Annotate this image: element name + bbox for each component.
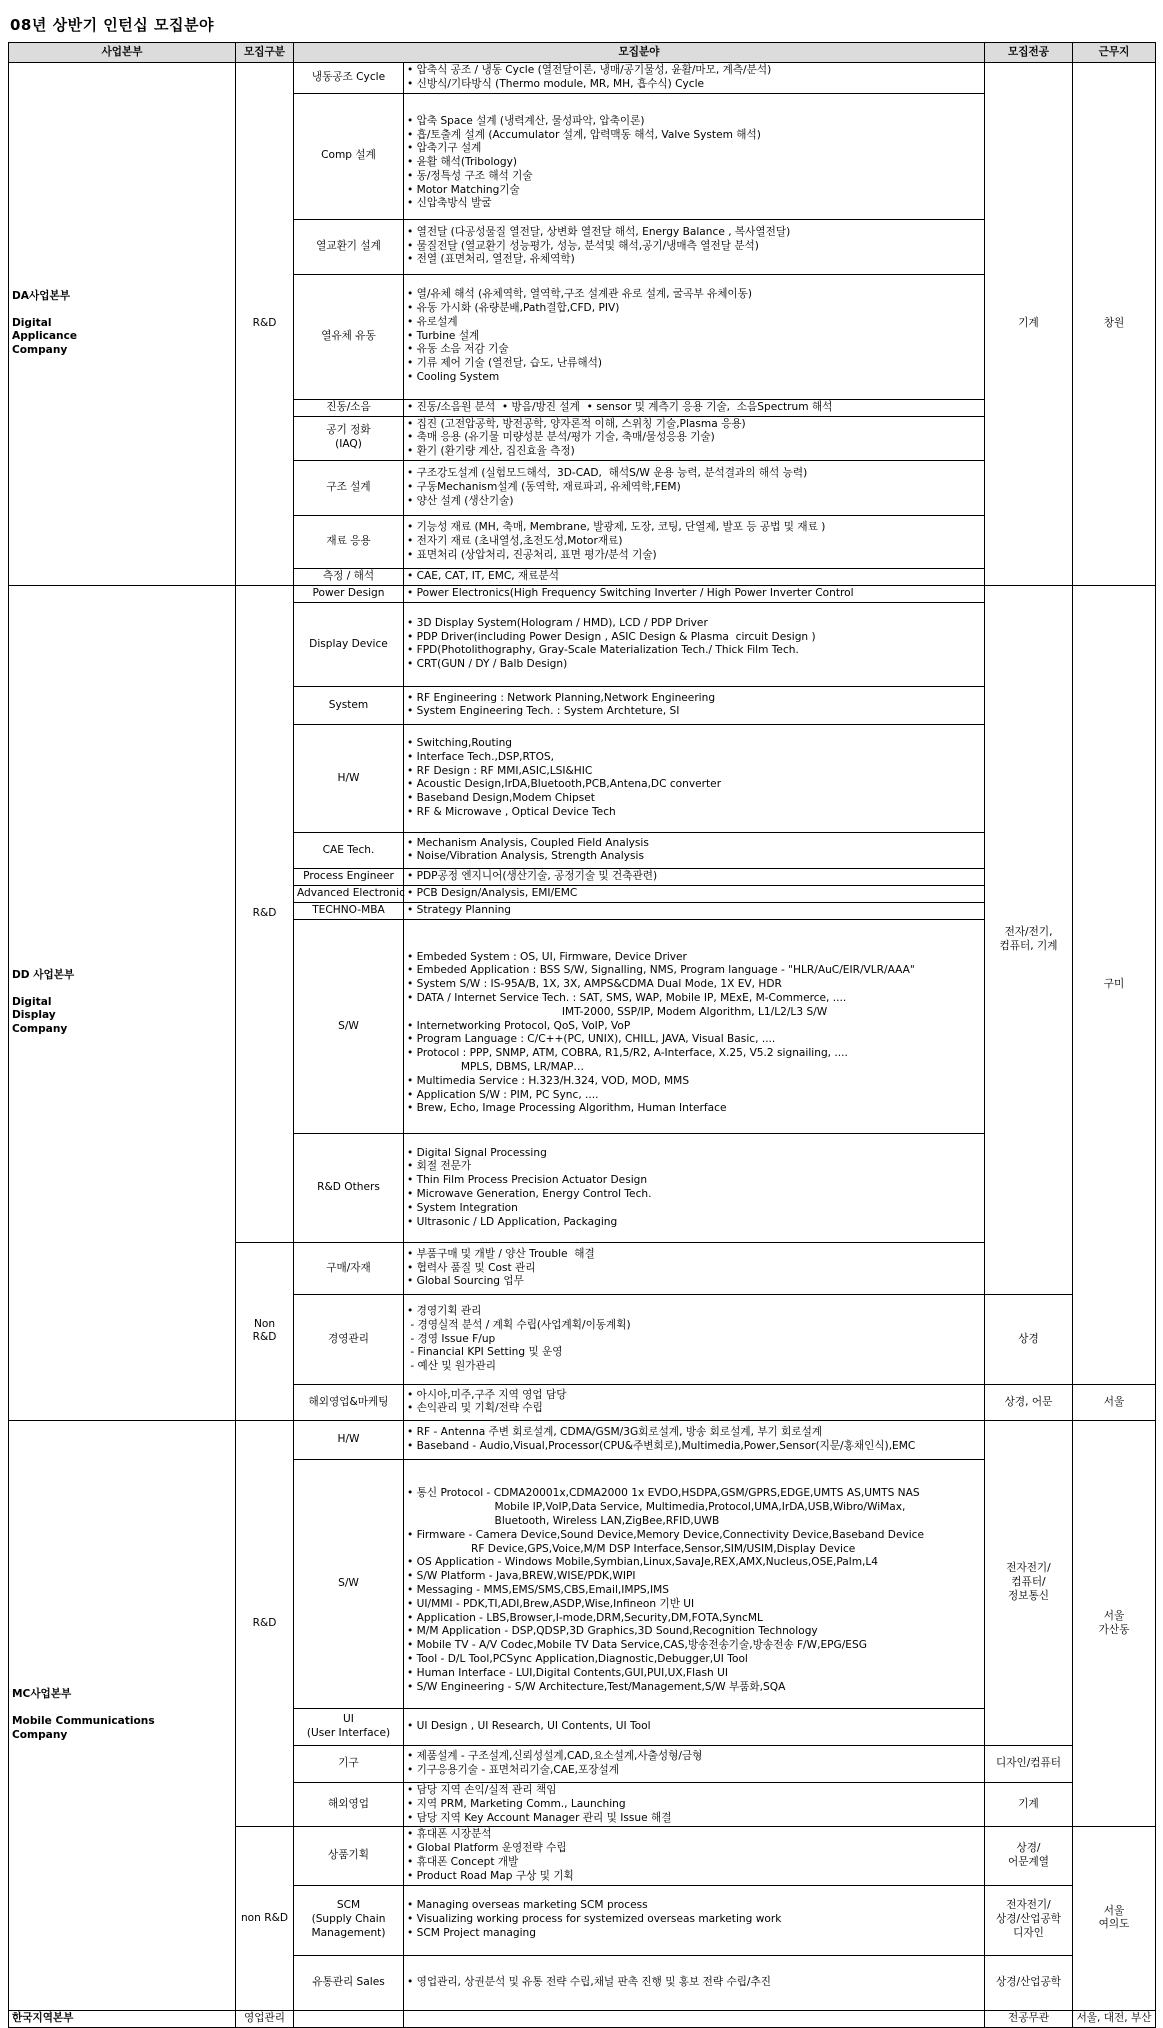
field-cell: Power Design — [294, 585, 404, 602]
description-cell: • 경영기획 관리 - 경영실적 분석 / 계획 수립(사업계획/이동계획) - 경영 Issue F/up - Financial KPI Setting 및 운영 - 예산 및 원가관리 — [404, 1294, 985, 1384]
description-cell: • 제품설계 - 구조설계,신뢰성설계,CAD,요소설계,사출성형/금형 • 기구응용기술 - 표면처리기술,CAE,포장설계 — [404, 1745, 985, 1782]
field-cell: 열교환기 설계 — [294, 219, 404, 274]
header-major: 모집전공 — [985, 43, 1073, 63]
description-cell: • 열/유체 해석 (유체역학, 열역학,구조 설계관 유로 설계, 굴곡부 유체이동) • 유동 가시화 (유량분배,Path결합,CFD, PIV) • 유로설계 • Turbine 설계 • 유동 소음 저감 기술 • 기류 제어 기술 (열전달, 습도, 난류해석) • Cooling System — [404, 274, 985, 399]
field-cell: Comp 설계 — [294, 93, 404, 219]
category-cell: R&D — [236, 1420, 294, 1826]
field-cell: 구매/자재 — [294, 1242, 404, 1294]
field-cell: 유통관리 Sales — [294, 1955, 404, 2010]
business-unit-english: Digital Display Company — [12, 995, 68, 1036]
table-row — [9, 585, 1156, 602]
description-cell: • 압축식 공조 / 냉동 Cycle (열전달이론, 냉매/공기물성, 윤활/마모, 계측/분석) • 신방식/기타방식 (Thermo module, MR, MH, 흡수식) Cycle — [404, 63, 985, 94]
table-row — [9, 63, 1156, 94]
business-unit-name: 한국지역본부 — [12, 2011, 74, 2024]
field-cell: 경영관리 — [294, 1294, 404, 1384]
description-cell: • 아시아,미주,구주 지역 영업 담당 • 손익관리 및 기획/전략 수립 — [404, 1384, 985, 1420]
description-cell: • 담당 지역 손익/실적 관리 책임 • 지역 PRM, Marketing Comm., Launching • 담당 지역 Key Account Manager 관리 및 Issue 해결 — [404, 1782, 985, 1826]
major-cell: 전공무관 — [985, 2010, 1073, 2027]
major-cell: 상경/산업공학 — [985, 1955, 1073, 2010]
description-cell: • Embeded System : OS, UI, Firmware, Device Driver • Embeded Application : BSS S/W, Signalling, NMS, Program language - "HLR/AuC/EIR/VLR/AAA" • System S/W : IS-95A/B, 1X, 3X, AMPS&CDMA Dual Mode, 1X EV, HDR • DATA / Internet Service Tech. : SAT, SMS, WAP, Mobile IP, MExE, M-Commerce, .... IMT-2000, SSP/IP, Modem Algorithm, L1/L2/L3 S/W • Internetworking Protocol, QoS, VoIP, VoP • Program Language : C/C++(PC, UNIX), CHILL, JAVA, Visual Basic, .... • Protocol : PPP, SNMP, ATM, COBRA, R1,5/R2, A-Interface, X.25, V5.2 signailing, .... MPLS, DBMS, LR/MAP… • Multimedia Service : H.323/H.324, VOD, MOD, MMS • Application S/W : PIM, PC Sync, .... • Brew, Echo, Image Processing Algorithm, Human Interface — [404, 919, 985, 1133]
major-cell: 상경, 어문 — [985, 1384, 1073, 1420]
description-cell: • PDP공정 엔지니어(생산기술, 공정기술 및 건축관련) — [404, 868, 985, 885]
field-cell: 냉동공조 Cycle — [294, 63, 404, 94]
field-cell: TECHNO-MBA — [294, 902, 404, 919]
business-unit-korea — [9, 2010, 236, 2027]
description-cell: • CAE, CAT, IT, EMC, 재료분석 — [404, 568, 985, 585]
description-cell — [404, 2010, 985, 2027]
major-cell: 전자전기/ 컴퓨터/ 정보통신 — [985, 1420, 1073, 1745]
major-cell: 전자/전기, 컴퓨터, 기계 — [985, 585, 1073, 1294]
field-cell: R&D Others — [294, 1133, 404, 1242]
table-row — [9, 2010, 1156, 2027]
description-cell: • 영업관리, 상권분석 및 유통 전략 수립,채널 판촉 진행 및 홍보 전략 수립/추진 — [404, 1955, 985, 2010]
field-cell: 진동/소음 — [294, 399, 404, 416]
category-cell: R&D — [236, 585, 294, 1242]
field-cell: 공기 정화 (IAQ) — [294, 416, 404, 460]
business-unit-mc — [9, 1420, 236, 2010]
field-cell: Process Engineer — [294, 868, 404, 885]
field-cell: Display Device — [294, 602, 404, 686]
field-cell: 재료 응용 — [294, 515, 404, 568]
business-unit-dd — [9, 585, 236, 1420]
business-unit-name: DD 사업본부 — [12, 968, 75, 981]
description-cell: • 진동/소음원 분석 • 방음/방진 설계 • sensor 및 계측기 응용 기술, 소음Spectrum 해석 — [404, 399, 985, 416]
description-cell: • PCB Design/Analysis, EMI/EMC — [404, 885, 985, 902]
description-cell: • 구조강도설계 (실험모드해석, 3D-CAD, 해석S/W 운용 능력, 분석결과의 해석 능력) • 구동Mechanism설계 (동역학, 재료파괴, 유체역학,FEM) • 양산 설계 (생산기술) — [404, 460, 985, 515]
field-cell: CAE Tech. — [294, 832, 404, 868]
field-cell: 구조 설계 — [294, 460, 404, 515]
field-cell: System — [294, 686, 404, 724]
field-cell: S/W — [294, 1459, 404, 1708]
field-cell: H/W — [294, 1420, 404, 1459]
major-cell: 전자전기/ 상경/산업공학 디자인 — [985, 1885, 1073, 1955]
description-cell: • 휴대폰 시장분석 • Global Platform 운영전략 수립 • 휴대폰 Concept 개발 • Product Road Map 구상 및 기획 — [404, 1827, 985, 1885]
location-cell: 서울 가산동 — [1073, 1420, 1156, 1826]
header-field: 모집분야 — [294, 43, 985, 63]
description-cell: • 기능성 재료 (MH, 축매, Membrane, 발광제, 도장, 코팅, 단열제, 발포 등 공법 및 재료 ) • 전자기 재료 (초내열성,초전도성,Motor재료) • 표면처리 (상압처리, 진공처리, 표면 평가/분석 기술) — [404, 515, 985, 568]
field-cell: Advanced Electronic — [294, 885, 404, 902]
field-cell: 해외영업&마케팅 — [294, 1384, 404, 1420]
category-cell: Non R&D — [236, 1242, 294, 1420]
description-cell: • 열전달 (다공성물질 열전달, 상변화 열전달 해석, Energy Balance , 복사열전달) • 물질전달 (열교환기 성능평가, 성능, 분석및 해석,공기/냉매측 열전달 분석) • 전열 (표면처리, 열전달, 유체역학) — [404, 219, 985, 274]
major-cell: 기계 — [985, 1782, 1073, 1826]
business-unit-english: Mobile Communications Company — [12, 1714, 155, 1741]
field-cell: 기구 — [294, 1745, 404, 1782]
business-unit-da — [9, 63, 236, 586]
location-cell: 서울 — [1073, 1384, 1156, 1420]
description-cell: • 3D Display System(Hologram / HMD), LCD / PDP Driver • PDP Driver(including Power Design , ASIC Design & Plasma circuit Design ) • FPD(Photolithography, Gray-Scale Materialization Tech./ Thick Film Tech. • CRT(GUN / DY / Balb Design) — [404, 602, 985, 686]
description-cell: • 통신 Protocol - CDMA20001x,CDMA2000 1x EVDO,HSDPA,GSM/GPRS,EDGE,UMTS AS,UMTS NAS Mobile IP,VoIP,Data Service, Multimedia,Protocol,UMA,IrDA,USB,Wibro/WiMax, Bluetooth, Wireless LAN,ZigBee,RFID,UWB • Firmware - Camera Device,Sound Device,Memory Device,Connectivity Device,Baseband Device RF Device,GPS,Voice,M/M DSP Interface,Sensor,SIM/USIM,Display Device • OS Application - Windows Mobile,Symbian,Linux,SavaJe,REX,AMX,Nucleus,OSE,Palm,L4 • S/W Platform - Java,BREW,WISE/PDK,WIPI • Messaging - MMS,EMS/SMS,CBS,Email,IMPS,IMS • UI/MMI - PDK,TI,ADI,Brew,ASDP,Wise,Infineon 기반 UI • Application - LBS,Browser,I-mode,DRM,Security,DM,FOTA,SyncML • M/M Application - DSP,QDSP,3D Graphics,3D Sound,Recognition Technology • Mobile TV - A/V Codec,Mobile TV Data Service,CAS,방송전송기술,방송전송 F/W,EPG/ESG • Tool - D/L Tool,PCSync Application,Diagnostic,Debugger,UI Tool • Human Interface - LUI,Digital Contents,GUI,PUI,UX,Flash UI • S/W Engineering - S/W Architecture,Test/Management,S/W 부품화,SQA — [404, 1459, 985, 1708]
recruitment-table — [8, 42, 1156, 2028]
business-unit-name: DA사업본부 — [12, 289, 70, 302]
location-cell: 창원 — [1073, 63, 1156, 586]
field-cell: SCM (Supply Chain Management) — [294, 1885, 404, 1955]
description-cell: • Managing overseas marketing SCM process • Visualizing working process for systemized overseas marketing work • SCM Project managing — [404, 1885, 985, 1955]
description-cell: • Power Electronics(High Frequency Switching Inverter / High Power Inverter Control — [404, 585, 985, 602]
description-cell: • 압축 Space 설계 (냉력계산, 물성파악, 압축이론) • 흡/토출계 설계 (Accumulator 설계, 압력맥동 해석, Valve System 해석) • 압축기구 설계 • 윤활 해석(Tribology) • 동/정특성 구조 해석 기술 • Motor Matching기술 • 신압축방식 발굴 — [404, 93, 985, 219]
field-cell: S/W — [294, 919, 404, 1133]
description-cell: • Digital Signal Processing • 회절 전문가 • Thin Film Process Precision Actuator Design • Microwave Generation, Energy Control Tech. • System Integration • Ultrasonic / LD Application, Packaging — [404, 1133, 985, 1242]
major-cell: 기계 — [985, 63, 1073, 586]
description-cell: • Strategy Planning — [404, 902, 985, 919]
category-cell: R&D — [236, 63, 294, 586]
location-cell: 구미 — [1073, 585, 1156, 1384]
table-row — [9, 1420, 1156, 1459]
major-cell: 상경/ 어문계열 — [985, 1827, 1073, 1885]
description-cell: • RF Engineering : Network Planning,Network Engineering • System Engineering Tech. : System Archteture, SI — [404, 686, 985, 724]
category-cell: 영업관리 — [236, 2010, 294, 2027]
business-unit-name: MC사업본부 — [12, 1688, 72, 1701]
description-cell: • UI Design , UI Research, UI Contents, UI Tool — [404, 1708, 985, 1745]
description-cell: • Switching,Routing • Interface Tech.,DSP,RTOS, • RF Design : RF MMI,ASIC,LSI&HIC • Acoustic Design,IrDA,Bluetooth,PCB,Antena,DC converter • Baseband Design,Modem Chipset • RF & Microwave , Optical Device Tech — [404, 724, 985, 832]
description-cell: • 부품구매 및 개발 / 양산 Trouble 해결 • 협력사 품질 및 Cost 관리 • Global Sourcing 업무 — [404, 1242, 985, 1294]
field-cell: 상품기획 — [294, 1827, 404, 1885]
location-cell: 서울 여의도 — [1073, 1827, 1156, 2010]
location-cell: 서울, 대전, 부산 — [1073, 2010, 1156, 2027]
description-cell: • 집진 (고전압공학, 방전공학, 양자론적 이해, 스위칭 기술,Plasma 응용) • 축매 응용 (유기물 미량성분 분석/평가 기술, 축매/물성응용 기술) • 환기 (환기량 계산, 집진효율 측정) — [404, 416, 985, 460]
description-cell: • Mechanism Analysis, Coupled Field Analysis • Noise/Vibration Analysis, Strength Analysis — [404, 832, 985, 868]
field-cell: 열유체 유동 — [294, 274, 404, 399]
header-business-unit: 사업본부 — [9, 43, 236, 63]
field-cell — [294, 2010, 404, 2027]
major-cell: 상경 — [985, 1294, 1073, 1384]
page-title: 08년 상반기 인턴십 모집분야 — [10, 16, 214, 34]
field-cell: UI (User Interface) — [294, 1708, 404, 1745]
description-cell: • RF - Antenna 주변 회로설계, CDMA/GSM/3G회로설계, 방송 회로설계, 부기 회로설계 • Baseband - Audio,Visual,Processor(CPU&주변회로),Multimedia,Power,Sensor(지문/홍채인식),EMC — [404, 1420, 985, 1459]
field-cell: 측정 / 해석 — [294, 568, 404, 585]
business-unit-english: Digital Applicance Company — [12, 316, 78, 357]
header-category: 모집구분 — [236, 43, 294, 63]
field-cell: 해외영업 — [294, 1782, 404, 1826]
field-cell: H/W — [294, 724, 404, 832]
category-cell: non R&D — [236, 1827, 294, 2010]
table-header-row — [9, 43, 1156, 63]
header-location: 근무지 — [1073, 43, 1156, 63]
major-cell: 디자인/컴퓨터 — [985, 1745, 1073, 1782]
